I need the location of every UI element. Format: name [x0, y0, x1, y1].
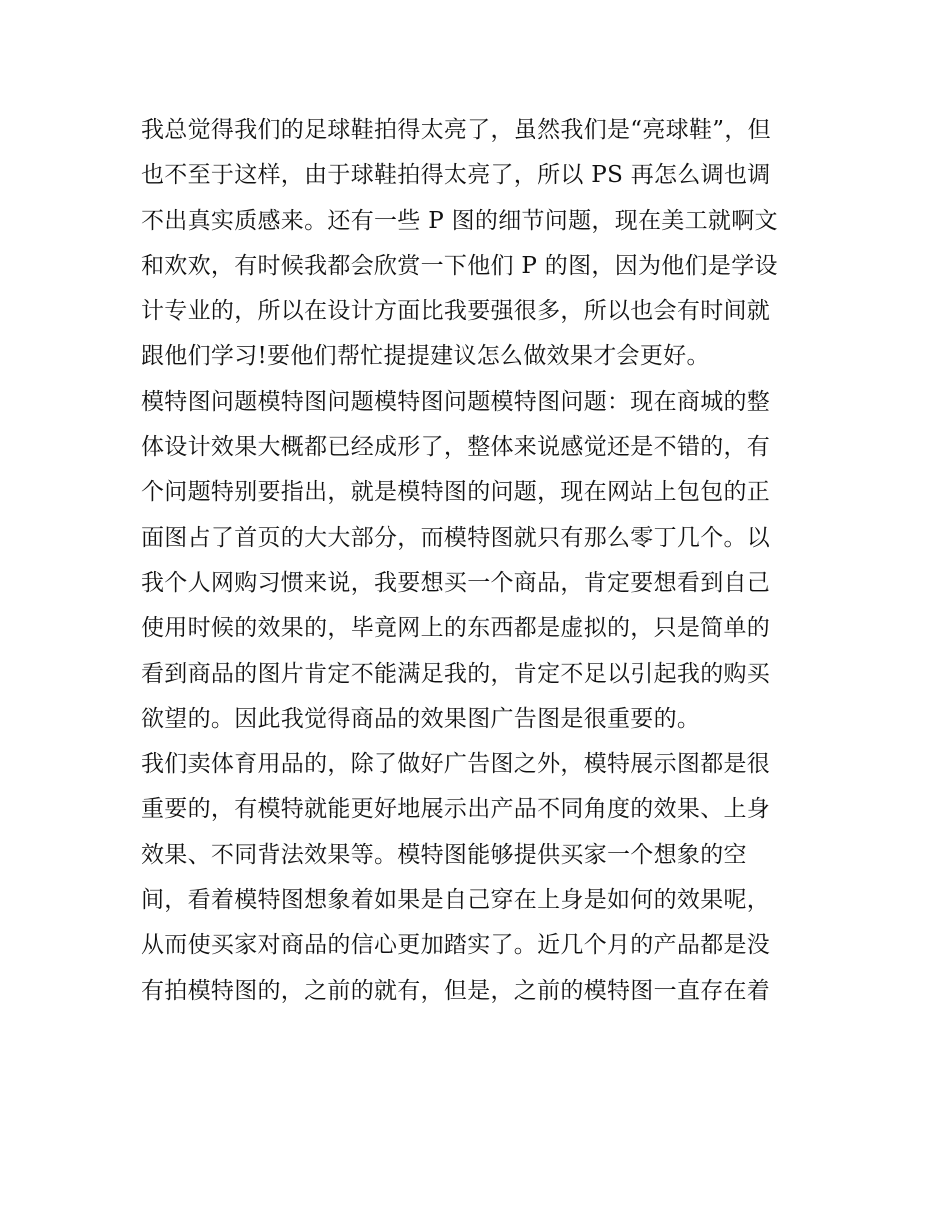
text-line: 重要的，有模特就能更好地展示出产品不同角度的效果、上身: [141, 796, 771, 823]
text-line: 有拍模特图的，之前的就有，但是，之前的模特图一直存在着: [141, 977, 771, 1004]
text-line: 面图占了首页的大大部分，而模特图就只有那么零丁几个。以: [141, 524, 771, 551]
body-text: [141, 108, 821, 1014]
text-line: 不出真实质感来。还有一些 P 图的细节问题，现在美工就啊文: [141, 207, 778, 234]
text-line: 欲望的。因此我觉得商品的效果图广告图是很重要的。: [141, 705, 701, 732]
text-line: 跟他们学习!要他们帮忙提提建议怎么做效果才会更好。: [141, 343, 710, 370]
text-line: 看到商品的图片肯定不能满足我的，肯定不足以引起我的购买: [141, 660, 771, 687]
text-line: 间，看着模特图想象着如果是自己穿在上身是如何的效果呢，: [141, 887, 771, 914]
text-line: 效果、不同背法效果等。模特图能够提供买家一个想象的空: [141, 841, 747, 868]
text-line: 和欢欢，有时候我都会欣赏一下他们 P 的图，因为他们是学设: [141, 252, 778, 279]
text-line: 使用时候的效果的，毕竟网上的东西都是虚拟的，只是简单的: [141, 615, 771, 642]
text-line: 体设计效果大概都已经成形了，整体来说感觉还是不错的，有: [141, 434, 771, 461]
text-line: 我总觉得我们的足球鞋拍得太亮了，虽然我们是“亮球鞋”，但: [141, 117, 771, 143]
text-line: 计专业的，所以在设计方面比我要强很多，所以也会有时间就: [141, 298, 771, 325]
text-line: 也不至于这样，由于球鞋拍得太亮了，所以 PS 再怎么调也调: [141, 162, 771, 189]
text-line: 我个人网购习惯来说，我要想买一个商品，肯定要想看到自己: [141, 569, 771, 596]
text-line: 个问题特别要指出，就是模特图的问题，现在网站上包包的正: [141, 479, 771, 506]
text-line: 模特图问题模特图问题模特图问题模特图问题：现在商城的整: [141, 388, 771, 415]
text-line: 我们卖体育用品的，除了做好广告图之外，模特展示图都是很: [141, 751, 771, 778]
text-line: 从而使买家对商品的信心更加踏实了。近几个月的产品都是没: [141, 932, 771, 959]
